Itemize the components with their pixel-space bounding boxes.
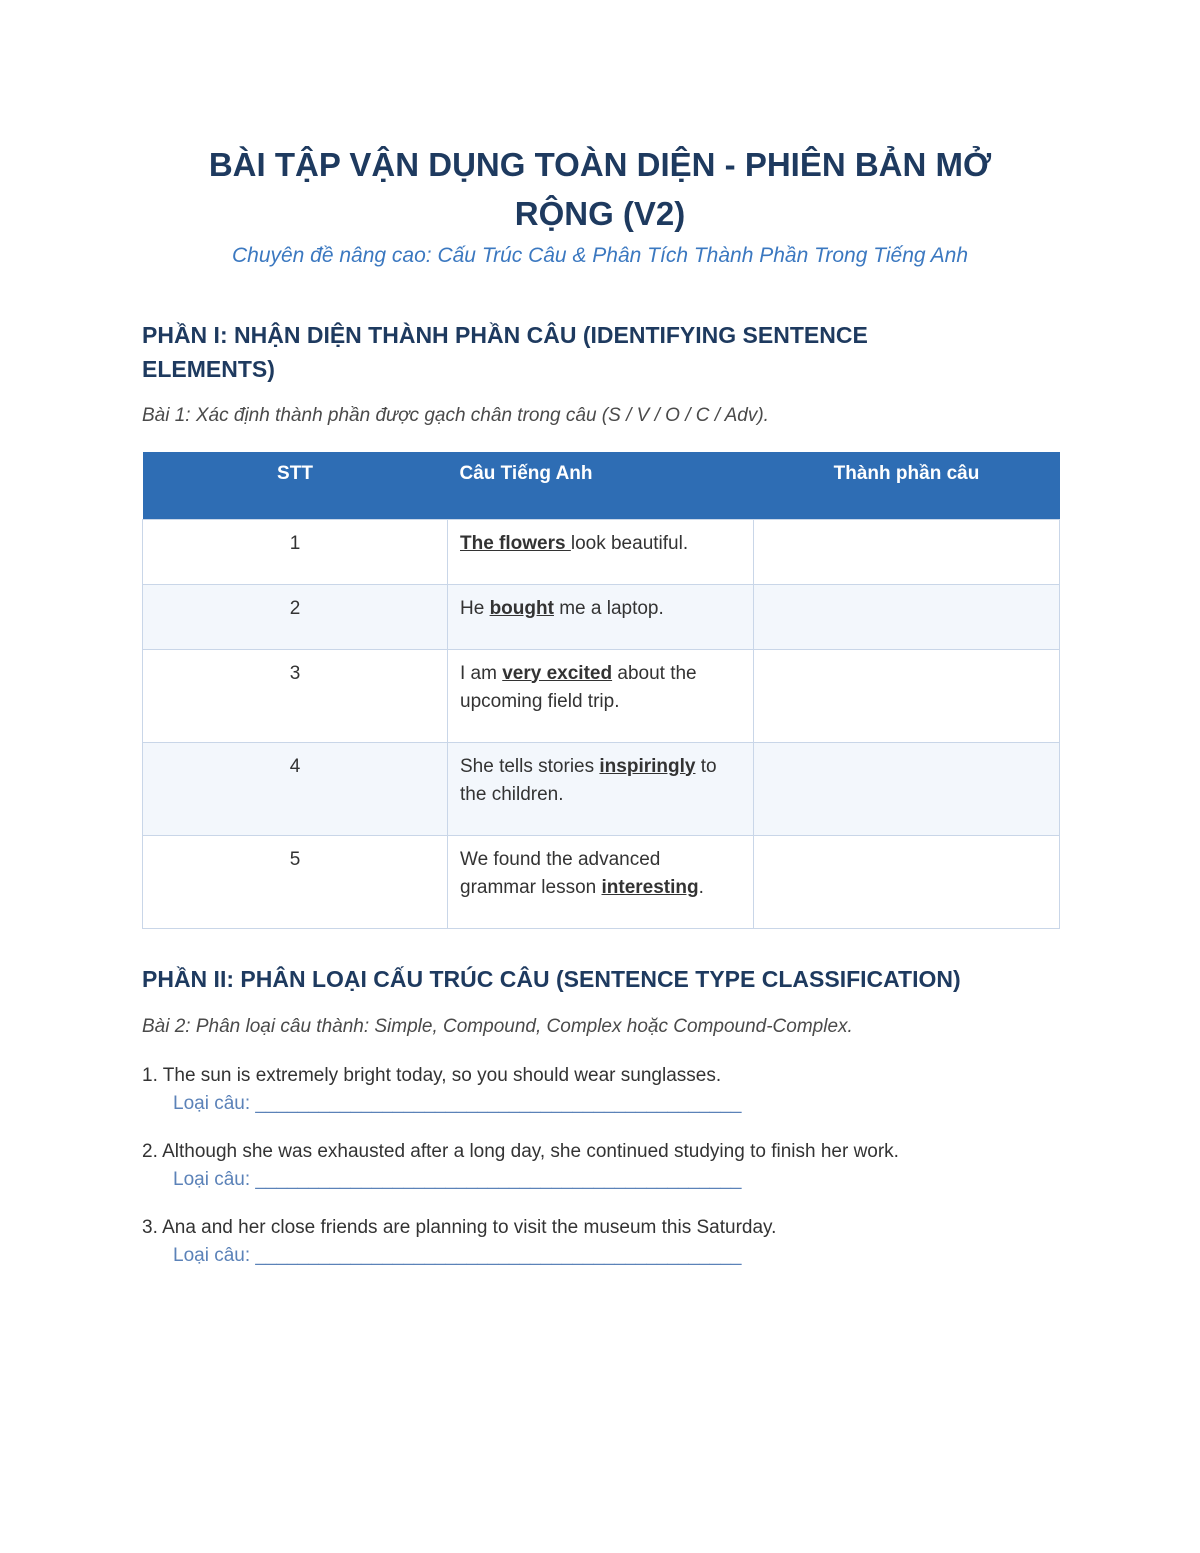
- sentence-cell: [448, 742, 754, 835]
- row-number: 5: [143, 835, 448, 928]
- part2-heading: PHẦN II: PHÂN LOẠI CẤU TRÚC CÂU (SENTENCE TYPE CLASSIFICATION): [142, 966, 961, 992]
- answer-line[interactable]: [142, 1242, 1062, 1270]
- underlined-element: very excited: [502, 662, 613, 684]
- sentence-after: .: [698, 876, 704, 898]
- table-row: [143, 742, 1060, 835]
- title-line-1: BÀI TẬP VẬN DỤNG TOÀN DIỆN - PHIÊN BẢN MỞ: [208, 146, 992, 183]
- sentence-after: look beautiful.: [570, 532, 689, 554]
- part1-heading: [142, 318, 1062, 386]
- document-title: [150, 140, 1050, 238]
- question-text: 3. Ana and her close friends are planning to visit the museum this Saturday.: [142, 1217, 777, 1238]
- sentence-cell: [448, 835, 754, 928]
- elements-table: [142, 452, 1060, 929]
- question-item: [142, 1138, 1062, 1194]
- underlined-element: interesting: [601, 876, 699, 898]
- document-subtitle: Chuyên đề nâng cao: Cấu Trúc Câu & Phân Tích Thành Phần Trong Tiếng Anh: [231, 244, 969, 267]
- part2-instruction: Bài 2: Phân loại câu thành: Simple, Compound, Complex hoặc Compound-Complex.: [142, 1016, 853, 1037]
- sentence-before: I am: [460, 662, 503, 684]
- part1-heading-line-1: PHẦN I: NHẬN DIỆN THÀNH PHẦN CÂU (IDENTIFYING SENTENCE: [142, 322, 868, 348]
- answer-label: Loại câu:: [173, 1093, 256, 1114]
- header-element: Thành phần câu: [754, 452, 1060, 519]
- table-header-row: [143, 452, 1060, 519]
- answer-cell[interactable]: [754, 519, 1060, 584]
- title-line-2: RỘNG (V2): [514, 195, 686, 232]
- row-number: 1: [143, 519, 448, 584]
- question-text: 1. The sun is extremely bright today, so you should wear sunglasses.: [142, 1065, 722, 1086]
- table-row: [143, 519, 1060, 584]
- sentence-after: to the children.: [460, 755, 717, 805]
- sentence-before: We found the advanced grammar lesson: [460, 848, 661, 898]
- answer-blank[interactable]: ______________________________________________: [255, 1093, 742, 1114]
- row-number: 2: [143, 584, 448, 649]
- row-number: 3: [143, 649, 448, 742]
- answer-line[interactable]: [142, 1090, 1062, 1118]
- question-list: [142, 1062, 1062, 1290]
- answer-label: Loại câu:: [173, 1245, 256, 1266]
- table-row: [143, 584, 1060, 649]
- header-sentence: Câu Tiếng Anh: [448, 452, 754, 519]
- row-number: 4: [143, 742, 448, 835]
- answer-blank[interactable]: ______________________________________________: [255, 1245, 742, 1266]
- sentence-cell: [448, 584, 754, 649]
- question-item: [142, 1214, 1062, 1270]
- underlined-element: bought: [489, 597, 554, 619]
- part1-heading-line-2: ELEMENTS): [142, 356, 275, 382]
- sentence-before: He: [460, 597, 490, 619]
- underlined-element: inspiringly: [599, 755, 696, 777]
- underlined-element: The flowers: [460, 532, 571, 554]
- sentence-cell: [448, 649, 754, 742]
- answer-label: Loại câu:: [173, 1169, 256, 1190]
- answer-cell[interactable]: [754, 649, 1060, 742]
- part1-instruction: Bài 1: Xác định thành phần được gạch chân trong câu (S / V / O / C / Adv).: [142, 405, 769, 426]
- answer-blank[interactable]: ______________________________________________: [255, 1169, 742, 1190]
- sentence-after: me a laptop.: [553, 597, 664, 619]
- header-stt: STT: [143, 452, 448, 519]
- sentence-before: She tells stories: [460, 755, 600, 777]
- sentence-after: about the upcoming field trip.: [460, 662, 697, 712]
- question-text: 2. Although she was exhausted after a long day, she continued studying to finish her work.: [142, 1141, 899, 1162]
- table-row: [143, 649, 1060, 742]
- sentence-cell: [448, 519, 754, 584]
- question-item: [142, 1062, 1062, 1118]
- answer-line[interactable]: [142, 1166, 1062, 1194]
- answer-cell[interactable]: [754, 835, 1060, 928]
- answer-cell[interactable]: [754, 584, 1060, 649]
- answer-cell[interactable]: [754, 742, 1060, 835]
- table-row: [143, 835, 1060, 928]
